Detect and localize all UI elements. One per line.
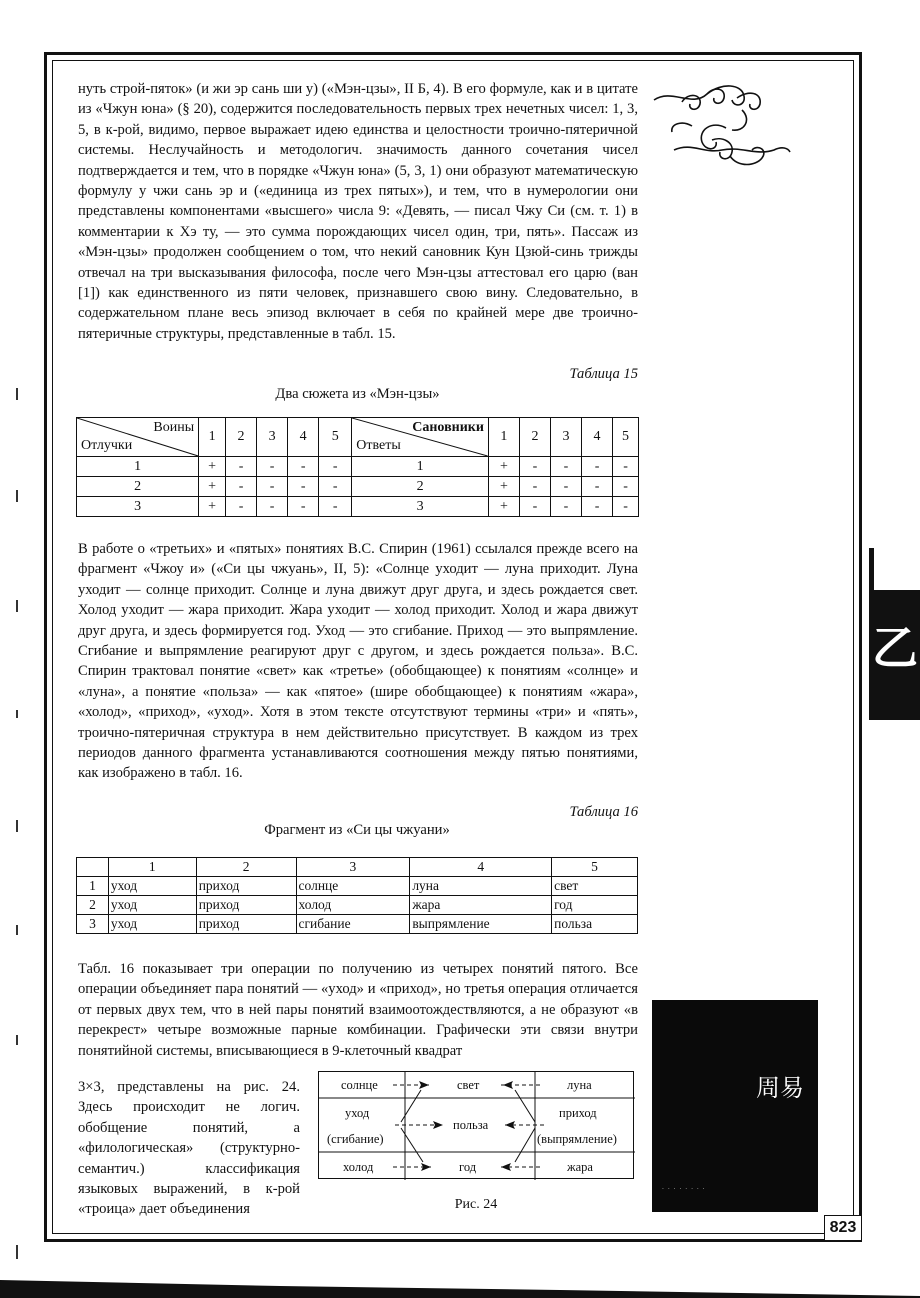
table-cell — [77, 858, 109, 877]
table-row — [77, 497, 639, 517]
margin-mark — [16, 1245, 18, 1259]
table-cell: - — [319, 497, 352, 517]
book-cover-subtitle: · · · · · · · · — [662, 1186, 706, 1193]
table-cell: сгибание — [296, 915, 410, 934]
corner-label-answers: Ответы — [356, 438, 401, 453]
fig-label-leave: уход — [345, 1106, 370, 1120]
table-cell: приход — [196, 896, 296, 915]
column-header: 3 — [550, 418, 581, 457]
table-cell: - — [288, 497, 319, 517]
table-cell: - — [257, 457, 288, 477]
table-cell: + — [488, 477, 519, 497]
row-label: 2 — [77, 477, 199, 497]
paragraph-3: Табл. 16 показывает три операции по получению из четырех понятий пятого. Все операции объединяет пара понятий — «уход» и «приход», но третья операция отличается от первых двух тем, что в ней пары понятий взаимоотождествляются, а не образуют «в перекрест» четыре возможные парные комбинации. Графически эти связи внутри понятийной системы, вписывающиеся в 9-клеточный квадрат — [78, 961, 638, 1059]
table-cell: уход — [108, 877, 196, 896]
table-cell: - — [226, 477, 257, 497]
fig-label-heat: жара — [567, 1160, 593, 1174]
column-header: 1 — [108, 858, 196, 877]
column-header: 2 — [519, 418, 550, 457]
cloud-ornament-icon — [652, 80, 792, 180]
book-cover-title: 周易 — [756, 1074, 804, 1102]
table-cell: - — [226, 497, 257, 517]
table-cell: польза — [552, 915, 638, 934]
row-label: 3 — [77, 915, 109, 934]
column-header: 5 — [319, 418, 352, 457]
table-cell: - — [582, 497, 613, 517]
column-header: 5 — [552, 858, 638, 877]
table-row — [77, 915, 638, 934]
table-cell: + — [199, 477, 226, 497]
table-cell: уход — [108, 896, 196, 915]
fig-label-bend: (сгибание) — [327, 1132, 384, 1146]
column-header: 4 — [410, 858, 552, 877]
table-cell: - — [257, 477, 288, 497]
table-cell: солнце — [296, 877, 410, 896]
table-cell: + — [488, 497, 519, 517]
table-cell: - — [550, 457, 581, 477]
column-header: 2 — [226, 418, 257, 457]
table-cell: приход — [196, 915, 296, 934]
table-16-header-row — [77, 858, 638, 877]
table-16-label: Таблица 16 — [569, 804, 638, 820]
column-header: 3 — [257, 418, 288, 457]
table-cell: - — [613, 477, 639, 497]
row-label: 2 — [352, 477, 489, 497]
table-cell: - — [319, 477, 352, 497]
row-label: 3 — [352, 497, 489, 517]
tab-tick — [869, 548, 874, 590]
table-cell: - — [319, 457, 352, 477]
table-cell: + — [488, 457, 519, 477]
table-cell: - — [288, 477, 319, 497]
table-cell: + — [199, 497, 226, 517]
corner-label-warriors: Воины — [153, 420, 195, 435]
table-cell: луна — [410, 877, 552, 896]
table-cell: - — [519, 497, 550, 517]
table-cell: - — [226, 457, 257, 477]
margin-mark — [16, 600, 18, 612]
table-15-title: Два сюжета из «Мэн-цзы» — [275, 386, 440, 402]
table-cell: - — [288, 457, 319, 477]
margin-mark — [16, 388, 18, 400]
fig-label-year: год — [459, 1160, 477, 1174]
table-cell: жара — [410, 896, 552, 915]
book-cover-image — [652, 1000, 818, 1212]
table-cell: свет — [552, 877, 638, 896]
paragraph-4: 3×3, представлены на рис. 24. Здесь происходит не логич. обобщение понятий, а «филологическая» (структурно-семантич.) классификация языковых выражений, в к-рой «троица» дает объединения — [78, 1079, 300, 1218]
figure-24-diagram — [318, 1071, 634, 1179]
table-cell: - — [613, 497, 639, 517]
table-row — [77, 877, 638, 896]
row-label: 1 — [77, 877, 109, 896]
table-cell: - — [582, 457, 613, 477]
table-15-label: Таблица 15 — [569, 366, 638, 382]
fig-label-come: приход — [559, 1106, 597, 1120]
scan-edge-stroke — [0, 1276, 920, 1298]
margin-mark — [16, 490, 18, 502]
table-row — [77, 896, 638, 915]
row-label: 1 — [352, 457, 489, 477]
margin-mark — [16, 925, 18, 935]
figure-24-caption: Рис. 24 — [454, 1197, 498, 1212]
table-16 — [76, 857, 638, 934]
table-cell: уход — [108, 915, 196, 934]
fig-label-cold: холод — [343, 1160, 374, 1174]
page-number: 823 — [824, 1215, 862, 1241]
section-tab-glyph: 乙 — [872, 621, 918, 675]
margin-mark — [16, 710, 18, 718]
table-cell: год — [552, 896, 638, 915]
table-cell: - — [582, 477, 613, 497]
table-row — [77, 457, 639, 477]
margin-mark — [16, 820, 18, 832]
row-label: 1 — [77, 457, 199, 477]
table-15-header-row — [77, 418, 639, 457]
column-header: 1 — [199, 418, 226, 457]
table-cell: + — [199, 457, 226, 477]
fig-label-moon: луна — [567, 1078, 592, 1092]
table-16-title: Фрагмент из «Си цы чжуани» — [264, 822, 450, 838]
table-cell: - — [550, 497, 581, 517]
column-header: 2 — [196, 858, 296, 877]
column-header: 5 — [613, 418, 639, 457]
table-15-corner-left — [77, 418, 199, 457]
table-row — [77, 477, 639, 497]
fig-label-sun: солнце — [341, 1078, 378, 1092]
table-15 — [76, 417, 639, 517]
table-cell: - — [257, 497, 288, 517]
table-cell: - — [519, 477, 550, 497]
table-cell: - — [550, 477, 581, 497]
table-cell: холод — [296, 896, 410, 915]
table-cell: - — [613, 457, 639, 477]
corner-label-absences: Отлучки — [81, 438, 133, 453]
margin-mark — [16, 1035, 18, 1045]
paragraph-1: нуть строй-пяток» (и жи эр сань ши у) («Мэн-цзы», II Б, 4). В его формуле, как и в цитате из «Чжун юна» (§ 20), содержится последовательность первых трех нечетных чисел: 1, 3, 5, в к-рой, видимо, первое выражает идею единства и целостности троично-пятеричной системы. Неслучайность и методологич. значимость данного сочетания чисел подтверждается и тем, что в порядке «Чжун юна» (5, 3, 1) они образуют математическую формулу у чжи сань эр и («единица из трех пятых»), и тем, что в нумерологии они представлены компонентами «высшего» числа 9: «Девять, — писал Чжу Си (см. т. 1) в комментарии к Хэ ту, — это сумма порождающих чисел один, три, пять». Пассаж из «Мэн-цзы» продолжен сообщением о том, что некий сановник Кун Цзюй-синь трижды отвечал на три высказывания философа, после чего Мэн-цзы аттестовал его царю (ван [1]) как единственного из пяти человек, признавшего свою вину. Следовательно, в содержательном плане весь эпизод включает в себя по крайней мере две троично-пятеричные структуры, представленные в табл. 15. — [78, 81, 638, 342]
table-cell: выпрямление — [410, 915, 552, 934]
row-label: 3 — [77, 497, 199, 517]
fig-label-straighten: (выпрямление) — [537, 1132, 617, 1146]
table-cell: приход — [196, 877, 296, 896]
column-header: 4 — [288, 418, 319, 457]
paragraph-2: В работе о «третьих» и «пятых» понятиях В.С. Спирин (1961) ссылался прежде всего на фрагмент «Чжоу и» («Си цы чжуань», II, 5): «Солнце уходит — луна приходит. Луна уходит — солнце приходит. Солнце и луна движут друг друга, и здесь рождается свет. Холод уходит — жара приходит. Жара уходит — холод приходит. Холод и жара движут друг друга, и здесь формируется год. Уход — это сгибание. Приход — это выпрямление. Сгибание и выпрямление реагируют друг с другом, и здесь рождается польза». В.С. Спирин трактовал понятие «свет» как «третье» (обобщающее) к понятиям «солнце» и «луна», а понятие «польза» — как «пятое» (шире обобщающее) к понятиям «жара», «холод», «приход», «уход». Хотя в этом тексте отсутствуют термины «три» и «пять», троично-пятеричная структура в нем действительно присутствует. В каждом из трех периодов данного фрагмента устанавливаются соотношения между пятью понятиями, как изображено в табл. 16. — [78, 541, 638, 782]
fig-label-light: свет — [457, 1078, 480, 1092]
row-label: 2 — [77, 896, 109, 915]
fig-label-benefit: польза — [453, 1118, 489, 1132]
column-header: 3 — [296, 858, 410, 877]
column-header: 4 — [582, 418, 613, 457]
table-cell: - — [519, 457, 550, 477]
corner-label-dignitaries: Сановники — [412, 420, 484, 435]
table-15-corner-right — [352, 418, 489, 457]
column-header: 1 — [488, 418, 519, 457]
